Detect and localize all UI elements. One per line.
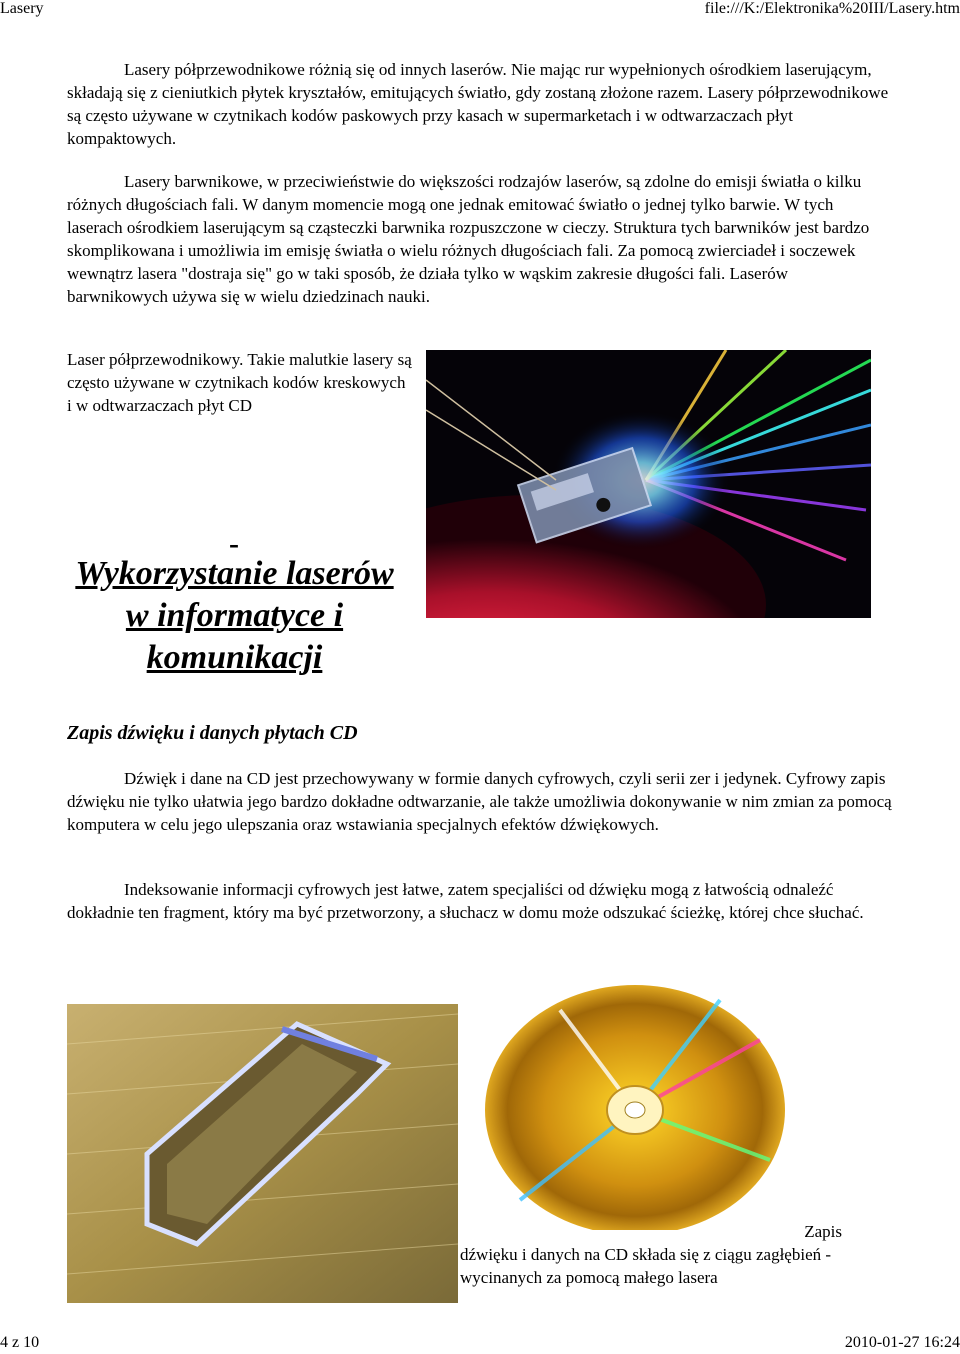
section-dash: - xyxy=(229,527,239,560)
page-number: 4 z 10 xyxy=(0,1334,40,1351)
cd-disc-drawing xyxy=(460,980,880,1230)
header-title: Lasery xyxy=(0,0,44,17)
section-title: Wykorzystanie laserów w informatyce i komunikacji xyxy=(75,555,394,676)
laser-photo-drawing xyxy=(426,350,871,618)
paragraph-semiconductor-lasers: Lasery półprzewodnikowe różnią się od innych laserów. Nie mając rur wypełnionych ośrodkiem laserującym, składają się z cieniutkich płytek kryształów, emitujących światło, gdy zostaną złożone razem. Lasery półprzewodnikowe są często używane w czytnikach kodów paskowych przy kasach w supermarketach i w odtwarzaczach płyt kompaktowych. xyxy=(67,60,889,148)
cd-caption-lead: Zapis xyxy=(804,1222,842,1241)
semiconductor-laser-photo xyxy=(426,350,871,618)
subheading-cd: Zapis dźwięku i danych płytach CD xyxy=(67,722,358,744)
laser-photo-caption: Laser półprzewodnikowy. Takie malutkie lasery są często używane w czytnikach kodów kreskowych i w odtwarzaczach płyt CD xyxy=(67,350,412,415)
cd-caption xyxy=(460,1220,890,1289)
paragraph-dye-lasers: Lasery barwnikowe, w przeciwieństwie do większości rodzajów laserów, są zdolne do emisji światła o kilku różnych długościach fali. W danym momencie mogą one jednak emitować światło o jednej tylko barwie. W tych laserach ośrodkiem laserującym są cząsteczki barwnika rozpuszczone w cieczy. Struktura tych barwników jest bardzo skomplikowana i umożliwia im emisję światła o wielu różnych długościach fali. Za pomocą zwierciadeł i soczewek wewnątrz lasera "dostraja się" go w taki sposób, że działa tylko w wąskim zakresie długości fali. Laserów barwnikowych używa się w wielu dziedzinach nauki. xyxy=(67,172,870,306)
cd-pit-micrograph xyxy=(67,1004,458,1303)
paragraph-cd-storage: Dźwięk i dane na CD jest przechowywany w formie danych cyfrowych, czyli serii zer i jedynek. Cyfrowy zapis dźwięku nie tylko ułatwia jego bardzo dokładne odtwarzanie, ale także umożliwia dokonywanie w nim zmian za pomocą komputera w celu jego ulepszania oraz wstawiania specjalnych efektów dźwiękowych. xyxy=(67,769,892,834)
print-timestamp: 2010-01-27 16:24 xyxy=(844,1334,960,1351)
page-footer xyxy=(0,1334,960,1354)
paragraph-indexing: Indeksowanie informacji cyfrowych jest łatwe, zatem specjaliści od dźwięku mogą z łatwością odnaleźć dokładnie ten fragment, który ma być przetworzony, a słuchacz w domu może odszukać ścieżkę, której chce słuchać. xyxy=(67,880,864,922)
page-header xyxy=(0,0,960,20)
cd-disc-photo xyxy=(460,980,880,1230)
header-url: file:///K:/Elektronika%20III/Lasery.htm xyxy=(704,0,960,17)
cd-caption-rest: dźwięku i danych na CD składa się z ciągu zagłębień - wycinanych za pomocą małego lasera xyxy=(460,1245,832,1287)
cd-pit-drawing xyxy=(67,1004,458,1303)
